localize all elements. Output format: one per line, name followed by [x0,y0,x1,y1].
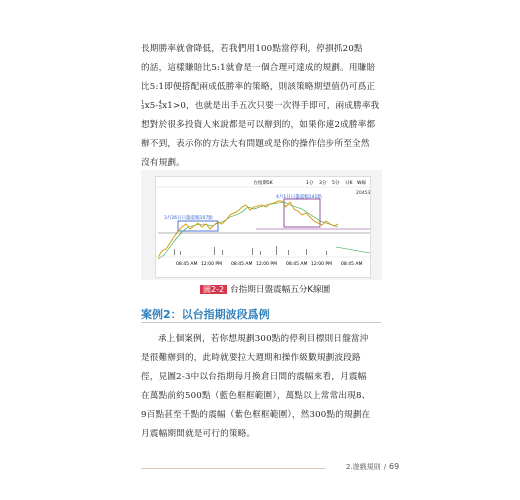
footer-section: 2.遊戲規則 [346,463,381,471]
text-line: 想對於很多投資人來說都是可以辦到的，如果你連2成勝率都 [141,120,376,130]
footer-divider [141,468,326,469]
text-line: 比5:1即便搭配兩成低勝率的策略，則該策略期望值仍可爲正 [141,82,376,92]
caption-text: 台指期日盤震幅五分K線圖 [230,285,331,295]
paragraph-1 [141,40,391,173]
paragraph-2 [141,330,391,444]
text-line: 沒有規劃。 [141,158,185,168]
heading-divider [141,322,381,323]
text-line: 的話，這樣賺賠比5:1就會是一個合理可達成的規劃。用賺賠 [141,63,376,73]
chart-title: 台指期5K [253,181,273,186]
chart-btn-1[interactable]: 1分 [306,181,314,186]
text-line: 辦不到，表示你的方法大有問題或是你的操作信步所至全然 [141,139,370,149]
text-line: 承上個案例，若你想規劃300點的停利目標則日盤當沖 [158,334,369,344]
section-heading: 案例2：以台指期波段爲例 [141,308,270,321]
svg-text:12:00 PM: 12:00 PM [201,262,222,267]
volume-bars [174,246,327,255]
text-line: 長期勝率就會降低，若我們用100點當停利，停損抓20點 [141,44,363,54]
chart-btn-5[interactable]: 5分 [332,181,340,186]
chart-svg [156,177,370,277]
x-axis-labels [176,261,362,267]
text-line: 在萬點前約500點（藍色框框範圍），萬點以上常常出現8、 [141,391,371,401]
text-line: 9百點甚至千點的震幅（紫色框框範圍），然300點的規劃在 [141,410,371,420]
fraction: 1 5 [141,99,145,111]
figure-caption [200,283,330,295]
chart-btn-day[interactable]: 日K [345,181,353,186]
chart-btn-week[interactable]: W線 [357,181,366,186]
page-number: 69 [389,462,400,471]
svg-text:12:00 PM: 12:00 PM [311,262,332,267]
formula-line [141,97,391,116]
text-line: 徑，見圖2-3中以台指期每月換倉日間的震幅來看，月震幅 [141,372,367,382]
figure-tag: 圖2-2 [200,285,227,294]
fraction: 4 5 [158,99,163,111]
annotation-right: 4月1日日盤震幅141點 [276,195,322,200]
svg-text:08:45 AM: 08:45 AM [341,262,363,267]
footer-separator: / [383,463,387,471]
text-line: 是很難辦到的，此時就要拉大週期和操作級數規劃波段路 [141,353,361,363]
formula-prefix: x5- [144,101,159,111]
svg-text:08:45 AM: 08:45 AM [176,262,198,267]
chart-toolbar [306,179,366,186]
price-top-label: 20453 [356,191,370,196]
formula-suffix: x1>0，也就是出手五次只要一次得手即可，兩成勝率我 [162,101,380,111]
svg-text:12:00 PM: 12:00 PM [256,262,277,267]
volume-trend [336,247,370,253]
annotation-left: 3月26日日盤震幅107點 [164,216,213,221]
svg-text:08:45 AM: 08:45 AM [231,262,253,267]
svg-text:08:45 AM: 08:45 AM [286,262,308,267]
candlestick-chart [155,176,371,278]
ma-line [158,202,338,259]
chart-btn-3[interactable]: 3分 [319,181,327,186]
text-line: 月震幅期間就是可行的策略。 [141,429,256,439]
page-footer [346,462,399,472]
